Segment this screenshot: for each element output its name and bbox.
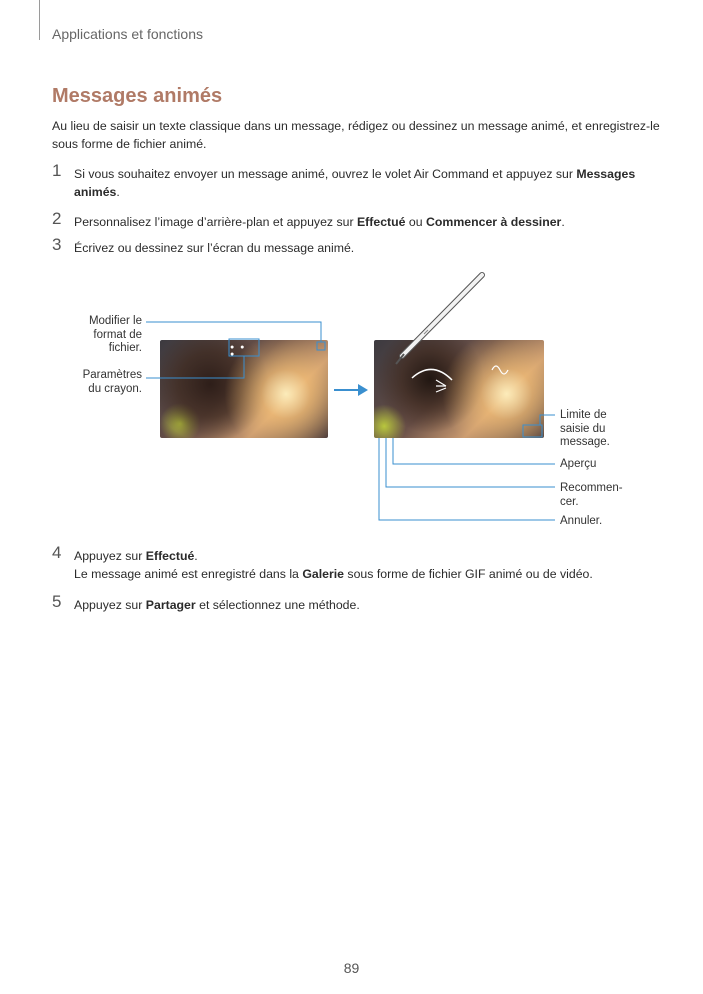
callout-limit: Limite de saisie du message. [560,409,610,448]
callout-line-cancel [379,438,555,520]
page-number: 89 [343,960,360,976]
intro-paragraph: Au lieu de saisir un texte classique dans un message, rédigez ou dessinez un message animé, et enregistrez-le sous forme de fichier animé. [52,119,660,151]
callout-line-pen [146,356,244,378]
callout-line-restart [386,438,555,487]
toolbar-dots: ● ● ● [230,344,247,358]
step-text: Personnalisez l’image d’arrière-plan et appuyez sur Effectué ou Commencer à dessiner. [74,215,565,229]
callout-cancel: Annuler. [560,515,603,527]
callout-line-preview [393,438,555,464]
callout-format: Modifier le format de fichier. [88,315,142,354]
callout-line-limit [540,415,555,425]
step-number: 4 [52,543,62,562]
step-number: 3 [52,235,62,254]
step-number: 2 [52,209,62,228]
step-text: Appuyez sur Partager et sélectionnez une méthode. [74,598,360,612]
step-text: Si vous souhaitez envoyer un message animé, ouvrez le volet Air Command et appuyez sur Messages animés. [74,167,636,199]
header-section: Applications et fonctions [52,26,203,42]
step-text: Appuyez sur Effectué. Le message animé est enregistré dans la Galerie sous forme de fichier GIF animé ou de vidéo. [74,549,593,581]
callout-pen: Paramètres du crayon. [82,369,142,395]
callout-preview: Aperçu [560,458,597,470]
step-number: 1 [52,161,62,180]
step-text: Écrivez ou dessinez sur l’écran du message animé. [74,241,355,255]
callout-box-format [317,342,325,350]
step-number: 5 [52,592,62,611]
callout-box-limit [523,425,542,437]
page-title: Messages animés [52,85,223,107]
callout-restart: Recommen-cer. [560,482,623,508]
callout-box-pen [229,339,259,356]
